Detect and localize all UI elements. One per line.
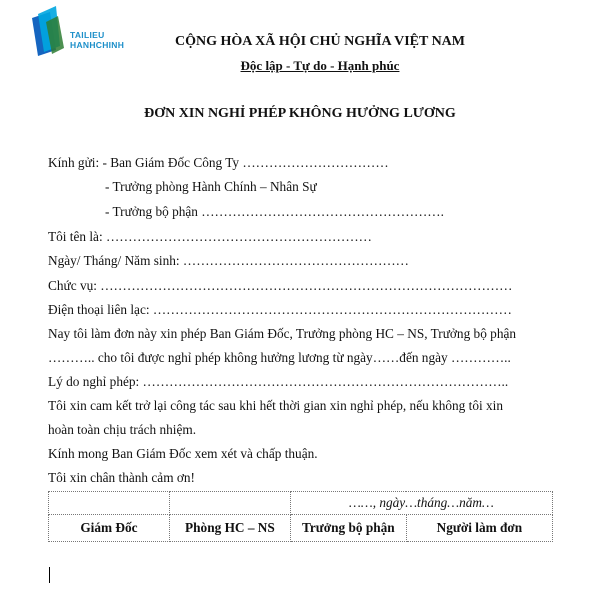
phone-field: Điện thoại liên lạc: ……………………………………………………………………… bbox=[48, 302, 512, 317]
date-line: ……, ngày…tháng…năm… bbox=[290, 492, 552, 515]
recipient-line-2: - Trưởng phòng Hành Chính – Nhân Sự bbox=[105, 179, 317, 194]
department-head-column-header: Trưởng bộ phận bbox=[290, 515, 406, 542]
signature-header-row bbox=[49, 515, 553, 542]
logo-text-top: TAILIEU bbox=[70, 30, 105, 40]
recipient-line-1: Kính gửi: - Ban Giám Đốc Công Ty …………………………… bbox=[48, 155, 389, 170]
document-title: ĐƠN XIN NGHỈ PHÉP KHÔNG HƯỞNG LƯƠNG bbox=[144, 106, 456, 121]
name-field: Tôi tên là: …………………………………………………… bbox=[48, 229, 372, 244]
hr-department-column-header: Phòng HC – NS bbox=[169, 515, 290, 542]
empty-cell bbox=[169, 492, 290, 515]
logo bbox=[28, 6, 138, 58]
position-field: Chức vụ: ………………………………………………………………………………… bbox=[48, 278, 513, 293]
text-cursor[interactable] bbox=[49, 567, 50, 583]
consideration-line: Kính mong Ban Giám Đốc xem xét và chấp thuận. bbox=[48, 446, 318, 461]
commitment-line-1: Tôi xin cam kết trở lại công tác sau khi hết thời gian xin nghỉ phép, nếu không tôi xin bbox=[48, 398, 503, 413]
national-motto: Độc lập - Tự do - Hạnh phúc bbox=[240, 58, 400, 73]
applicant-column-header: Người làm đơn bbox=[406, 515, 552, 542]
national-title: CỘNG HÒA XÃ HỘI CHỦ NGHĨA VIỆT NAM bbox=[174, 34, 465, 49]
request-line-2: ……….. cho tôi được nghỉ phép không hưởng lương từ ngày……đến ngày ………….. bbox=[48, 350, 511, 365]
signature-table bbox=[48, 491, 553, 542]
empty-cell bbox=[49, 492, 170, 515]
dob-field: Ngày/ Tháng/ Năm sinh: …………………………………………… bbox=[48, 253, 409, 268]
signature-date-row bbox=[49, 492, 553, 515]
reason-field: Lý do nghỉ phép: ……………………………………………………………………….. bbox=[48, 374, 509, 389]
director-column-header: Giám Đốc bbox=[49, 515, 170, 542]
logo-text-bottom: HANHCHINH bbox=[70, 40, 125, 50]
commitment-line-2: hoàn toàn chịu trách nhiệm. bbox=[48, 422, 197, 437]
request-line-1: Nay tôi làm đơn này xin phép Ban Giám Đốc, Trưởng phòng HC – NS, Trưởng bộ phận bbox=[48, 326, 517, 341]
recipient-line-3: - Trưởng bộ phận ………………………………………………. bbox=[105, 204, 444, 219]
thanks-line: Tôi xin chân thành cảm ơn! bbox=[48, 470, 195, 485]
